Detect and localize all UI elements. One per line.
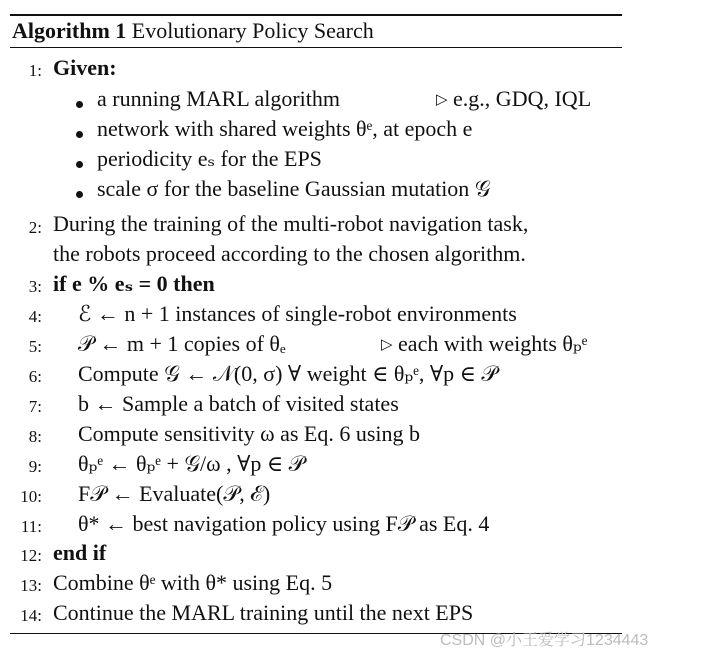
line-14-text: Continue the MARL training until the next EPS	[53, 600, 474, 625]
line-number-12: 12:	[20, 546, 42, 565]
line-number-11: 11:	[20, 517, 42, 536]
line-7-text: b ← Sample a batch of visited states	[78, 391, 399, 416]
title-rule	[10, 47, 622, 48]
line-number-1: 1:	[28, 61, 42, 80]
line-5-comment	[381, 331, 587, 357]
line-2-text: During the training of the multi-robot navigation task,	[53, 211, 529, 236]
bullet-icon	[76, 191, 83, 198]
bullet-icon	[76, 161, 83, 168]
line-9-text: θₚᵉ ← θₚᵉ + 𝒢/ω , ∀p ∈ 𝒫	[78, 451, 305, 476]
given-item-1: a running MARL algorithm	[97, 86, 340, 111]
line-8-text: Compute sensitivity ω as Eq. 6 using b	[78, 421, 421, 446]
given-item-3: periodicity eₛ for the EPS	[97, 146, 322, 171]
line-4-text: ℰ ← n + 1 instances of single-robot environments	[78, 301, 517, 326]
line-5-comment-text: each with weights θₚᵉ	[398, 331, 588, 356]
line-number-8: 8:	[28, 427, 42, 446]
watermark: CSDN @小王爱学习1234443	[440, 632, 649, 649]
line-number-5: 5:	[28, 337, 42, 356]
line-10-text: F𝒫 ← Evaluate(𝒫, ℰ)	[78, 481, 271, 506]
line-12-text: end if	[53, 540, 107, 565]
line-number-2: 2:	[28, 218, 42, 237]
line-number-9: 9:	[28, 457, 42, 476]
line-number-3: 3:	[28, 277, 42, 296]
comment-triangle-icon: ▷	[436, 92, 448, 108]
algorithm-label: Algorithm 1	[12, 18, 127, 43]
algorithm-title	[12, 16, 374, 46]
algorithm-name: Evolutionary Policy Search	[131, 18, 374, 43]
bullet-icon	[76, 101, 83, 108]
line-13-text: Combine θᵉ with θ* using Eq. 5	[53, 570, 333, 595]
line-5-text: 𝒫 ← m + 1 copies of θₑ	[78, 331, 286, 356]
line-2-text-cont: the robots proceed according to the chosen algorithm.	[53, 241, 526, 266]
line-1-text: Given:	[53, 55, 117, 80]
given-item-4: scale σ for the baseline Gaussian mutation 𝒢	[97, 176, 491, 201]
line-number-7: 7:	[28, 397, 42, 416]
line-number-14: 14:	[20, 606, 42, 625]
line-3-text: if e % eₛ = 0 then	[53, 271, 215, 296]
line-number-6: 6:	[28, 367, 42, 386]
comment-triangle-icon: ▷	[381, 337, 393, 353]
given-item-2: network with shared weights θᵉ, at epoch e	[97, 116, 473, 141]
line-number-10: 10:	[20, 487, 42, 506]
bullet-icon	[76, 131, 83, 138]
line-number-13: 13:	[20, 576, 42, 595]
line-11-text: θ* ← best navigation policy using F𝒫 as Eq. 4	[78, 511, 490, 536]
given-item-1-comment	[436, 86, 591, 112]
given-item-1-comment-text: e.g., GDQ, IQL	[453, 86, 592, 111]
line-number-4: 4:	[28, 307, 42, 326]
line-6-text: Compute 𝒢 ← 𝒩(0, σ) ∀ weight ∈ θₚᵉ, ∀p ∈ 𝒫	[78, 361, 498, 386]
